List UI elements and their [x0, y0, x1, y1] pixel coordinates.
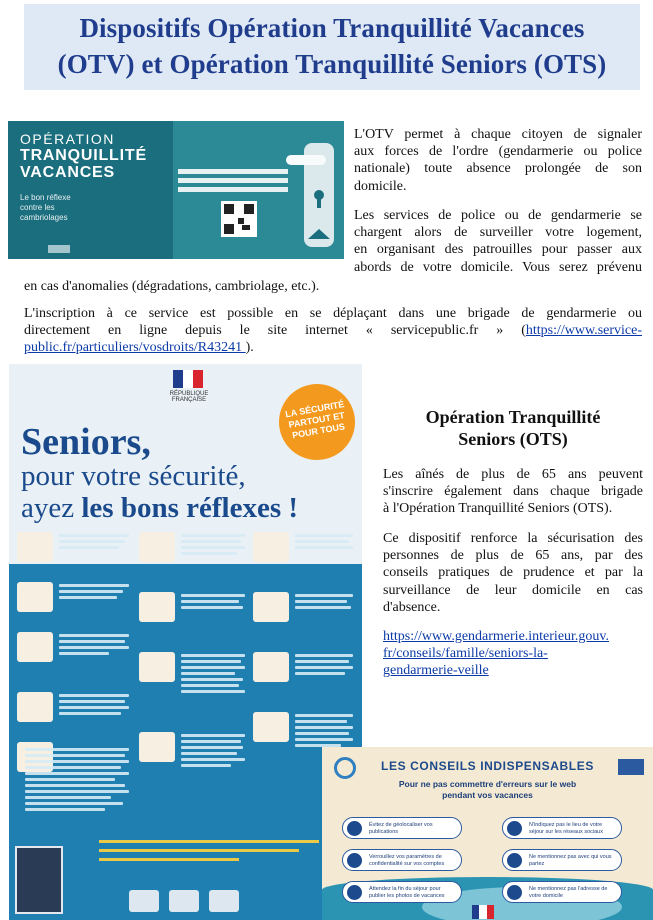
at-sign-icon: [139, 732, 175, 762]
door-handle-icon: [286, 143, 344, 253]
securite-badge: LA SÉCURITÉ PARTOUT ET POUR TOUS: [273, 378, 361, 466]
ministry-logo: [48, 245, 70, 253]
conseils-image: [322, 747, 653, 920]
guide-booklet-image: [15, 846, 63, 914]
tip-companions: Ne mentionnez pas avec qui vous partez: [502, 849, 622, 871]
republique-logo-text: RÉPUBLIQUE FRANÇAISE: [169, 391, 209, 403]
location-icon: [507, 821, 522, 836]
tip-address: Ne mentionnez pas l'adresse de votre domicile: [502, 881, 622, 903]
tip-geolocation: Évitez de géolocaliser vos publications: [342, 817, 462, 839]
title-banner: [24, 4, 640, 90]
gendarmerie-link[interactable]: gendarmerie-veille: [383, 663, 489, 679]
ots-paragraph-2: Ce dispositif renforce la sécurisation des personnes de plus de 65 ans, par des conseils pratiques de prudence et par la surveillance de leur domicile en cas d'absence.: [383, 531, 643, 615]
tip-icon: [139, 592, 175, 622]
otv-paragraph-2: Les services de police ou de gendarmerie se chargent alors de surveiller votre logement, en organisant des patrouilles pour passer aux abords de votre domicile. Vous serez prévenu: [354, 208, 642, 275]
french-flag-icon: [173, 370, 203, 388]
seniors-heading-1: Seniors,: [21, 421, 151, 463]
conseils-title: LES CONSEILS INDISPENSABLES: [381, 759, 594, 773]
seniors-poster-footer: [99, 840, 329, 880]
partner-logo: [129, 890, 159, 912]
tip-icon: [253, 592, 289, 622]
partner-logo: [209, 890, 239, 912]
tip-icon: [17, 632, 53, 662]
otv-poster-line3: VACANCES: [20, 164, 116, 181]
gendarmerie-link[interactable]: https://www.gendarmerie.interieur.gouv.: [383, 629, 610, 644]
phone-pin-icon: [347, 821, 362, 836]
title-line-2: (OTV) et Opération Tranquillité Seniors (OTS): [57, 49, 607, 79]
ots-title: Opération Tranquillité Seniors (OTS): [425, 407, 601, 449]
otv-paragraph-3: L'inscription à ce service est possible en se déplaçant dans une brigade de gendarmerie ou directement en ligne depuis le site internet « servicepublic.fr » (https://www.service- public.fr/particuliers/vosdroits/R43241 ).: [24, 306, 642, 356]
tip-icon: [253, 652, 289, 682]
gendarmerie-link-block: [383, 628, 645, 680]
otv-poster-sub2: contre les: [20, 203, 55, 212]
otv-paragraph-2-tail: en cas d'anomalies (dégradations, cambriolage, etc.).: [24, 279, 320, 294]
lock-icon: [347, 853, 362, 868]
tip-icon: [17, 532, 53, 562]
people-icon: [507, 853, 522, 868]
ots-paragraph-1: Les aînés de plus de 65 ans peuvent s'inscrire également dans chaque brigade à l'Opération Tranquillité Seniors (OTS).: [383, 467, 643, 517]
tip-icon: [139, 652, 175, 682]
seniors-heading-3: ayez les bons réflexes !: [21, 492, 299, 524]
qr-code-icon: [221, 201, 257, 237]
seniors-poster-image: [9, 364, 362, 920]
otv-paragraph-1: L'OTV permet à chaque citoyen de signaler aux forces de l'ordre (gendarmerie ou police nationale) toute absence prolongée de son domicile.: [354, 127, 642, 194]
service-public-link[interactable]: https://www.service-: [525, 323, 642, 339]
tip-photos: Attendez la fin du séjour pour publier les photos de vacances: [342, 881, 462, 903]
otv-poster-image: [8, 121, 344, 259]
gendarmerie-link[interactable]: fr/conseils/famille/seniors-la-: [383, 646, 548, 662]
tip-privacy: Verrouillez vos paramètres de confidentialité sur vos comptes: [342, 849, 462, 871]
seniors-heading-2: pour votre sécurité,: [21, 460, 246, 492]
otv-poster-strip: [178, 169, 288, 174]
french-flag-icon: [472, 905, 494, 919]
tip-social-location: N'indiquez pas le lieu de votre séjour sur les réseaux sociaux: [502, 817, 622, 839]
partner-logo: [169, 890, 199, 912]
tip-icon: [139, 532, 175, 562]
otv-poster-text: [20, 131, 147, 223]
otv-poster-strip: [178, 187, 288, 192]
conseils-subtitle: Pour ne pas commettre d'erreurs sur le web pendant vos vacances: [398, 779, 577, 800]
calendar-icon: [347, 885, 362, 900]
otv-poster-line1: OPÉRATION: [20, 131, 115, 147]
tip-icon: [17, 692, 53, 722]
tip-icon: [253, 532, 289, 562]
title-line-1: Dispositifs Opération Tranquillité Vacances: [79, 13, 585, 43]
otv-poster-sub1: Le bon réflexe: [20, 193, 71, 202]
otv-poster-line2: TRANQUILLITÉ: [20, 147, 147, 164]
house-icon: [507, 885, 522, 900]
service-public-link-cont[interactable]: public.fr/particuliers/vosdroits/R43241: [24, 340, 246, 356]
seniors-tips-grid: [15, 526, 358, 846]
otv-poster-strip: [178, 178, 288, 183]
otv-poster-sub3: cambriolages: [20, 213, 68, 222]
tip-icon: [253, 712, 289, 742]
tip-icon: [17, 582, 53, 612]
